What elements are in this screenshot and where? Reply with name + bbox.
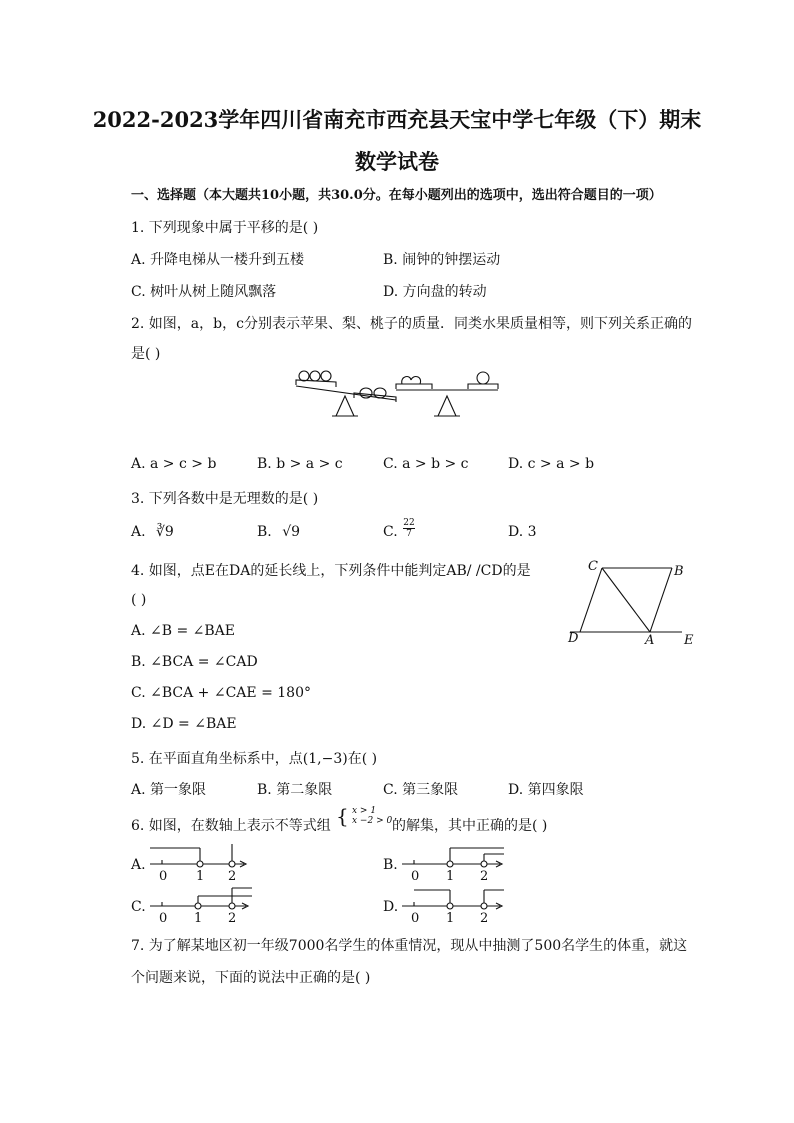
q7-stem-line2: 个问题来说，下面的说法中正确的是( )	[131, 970, 371, 986]
q1-option-a: A. 升降电梯从一楼升到五楼	[131, 252, 305, 268]
number-line-b	[400, 842, 508, 884]
q6-option-d: D.	[383, 899, 399, 915]
tick-label-0: 0	[411, 911, 420, 926]
number-line-d	[400, 884, 508, 926]
point-label-c: C	[588, 559, 598, 574]
parallelogram-figure	[564, 556, 698, 648]
q3-option-c-letter: C.	[383, 524, 398, 540]
tick-label-2: 2	[228, 869, 237, 884]
number-line-c	[148, 884, 256, 926]
q4-option-a: A. ∠B = ∠BAE	[131, 623, 236, 639]
tick-label-1: 1	[446, 869, 455, 884]
tick-label-1: 1	[196, 869, 205, 884]
tick-label-0: 0	[159, 911, 168, 926]
scale-figure	[292, 366, 502, 420]
q2-option-c: C. a > b > c	[383, 456, 469, 472]
q3-option-a-value: ∛9	[156, 524, 174, 540]
q1-option-d: D. 方向盘的转动	[383, 284, 487, 300]
q3-option-b	[257, 524, 300, 540]
q3-option-b-value: √9	[282, 524, 301, 540]
q4-option-b: B. ∠BCA = ∠CAD	[131, 654, 258, 670]
point-label-a: A	[645, 633, 655, 648]
q4-option-d: D. ∠D = ∠BAE	[131, 716, 237, 732]
q5-option-b: B. 第二象限	[257, 782, 333, 798]
paper-title-line1: 2022-2023学年四川省南充市西充县天宝中学七年级（下）期末	[92, 107, 702, 132]
q6-option-a: A.	[131, 857, 146, 873]
q6-option-b: B.	[383, 857, 398, 873]
tick-label-2: 2	[480, 869, 489, 884]
tick-label-2: 2	[228, 911, 237, 926]
q3-option-a	[131, 524, 174, 540]
q5-option-a: A. 第一象限	[131, 782, 207, 798]
q1-option-b: B. 闹钟的钟摆运动	[383, 252, 501, 268]
q4-stem-line1: 4. 如图，点E在DA的延长线上，下列条件中能判定AB/ /CD的是	[131, 563, 531, 579]
paper-title-line2: 数学试卷	[355, 149, 439, 174]
q6-stem-prefix: 6. 如图，在数轴上表示不等式组	[131, 818, 331, 834]
section-header: 一、选择题（本大题共10小题，共30.0分。在每小题列出的选项中，选出符合题目的一项）	[131, 188, 662, 203]
q2-option-b: B. b > a > c	[257, 456, 343, 472]
q6-system-brace: {	[336, 804, 349, 828]
q5-option-c: C. 第三象限	[383, 782, 459, 798]
q3-option-a-letter: A.	[131, 524, 146, 540]
q6-system-top: x > 1	[352, 806, 377, 816]
tick-label-0: 0	[411, 869, 420, 884]
q3-fraction	[403, 518, 415, 539]
q1-stem: 1. 下列现象中属于平移的是( )	[131, 220, 319, 236]
q3-option-d: D. 3	[508, 524, 537, 540]
q6-system-bottom: x −2 > 0	[352, 816, 393, 826]
q5-option-d: D. 第四象限	[508, 782, 584, 798]
q7-stem-line1: 7. 为了解某地区初一年级7000名学生的体重情况，现从中抽测了500名学生的体重，就这	[131, 938, 688, 954]
point-label-d: D	[568, 631, 579, 646]
q3-option-b-letter: B.	[257, 524, 272, 540]
q4-stem-line2: ( )	[131, 592, 147, 608]
q2-option-a: A. a > c > b	[131, 456, 217, 472]
q6-system	[352, 806, 392, 826]
q5-stem: 5. 在平面直角坐标系中，点(1,−3)在( )	[131, 751, 378, 767]
point-label-b: B	[674, 564, 684, 579]
q3-stem: 3. 下列各数中是无理数的是( )	[131, 491, 319, 507]
q4-option-c: C. ∠BCA + ∠CAE = 180°	[131, 685, 311, 701]
q6-stem-suffix: 的解集，其中正确的是( )	[392, 818, 548, 834]
q2-stem-line2: 是( )	[131, 346, 161, 362]
tick-label-1: 1	[446, 911, 455, 926]
tick-label-1: 1	[194, 911, 203, 926]
number-line-a	[148, 842, 252, 884]
q1-option-c: C. 树叶从树上随风飘落	[131, 284, 277, 300]
q2-option-d: D. c > a > b	[508, 456, 595, 472]
q3-fraction-numerator: 22	[403, 518, 415, 528]
tick-label-0: 0	[159, 869, 168, 884]
q6-option-c: C.	[131, 899, 146, 915]
q3-option-c	[383, 524, 398, 540]
q2-stem-line1: 2. 如图，a，b，c分别表示苹果、梨、桃子的质量．同类水果质量相等，则下列关系正确的	[131, 316, 692, 332]
point-label-e: E	[684, 633, 694, 648]
q3-fraction-denominator: 7	[403, 528, 415, 539]
tick-label-2: 2	[480, 911, 489, 926]
